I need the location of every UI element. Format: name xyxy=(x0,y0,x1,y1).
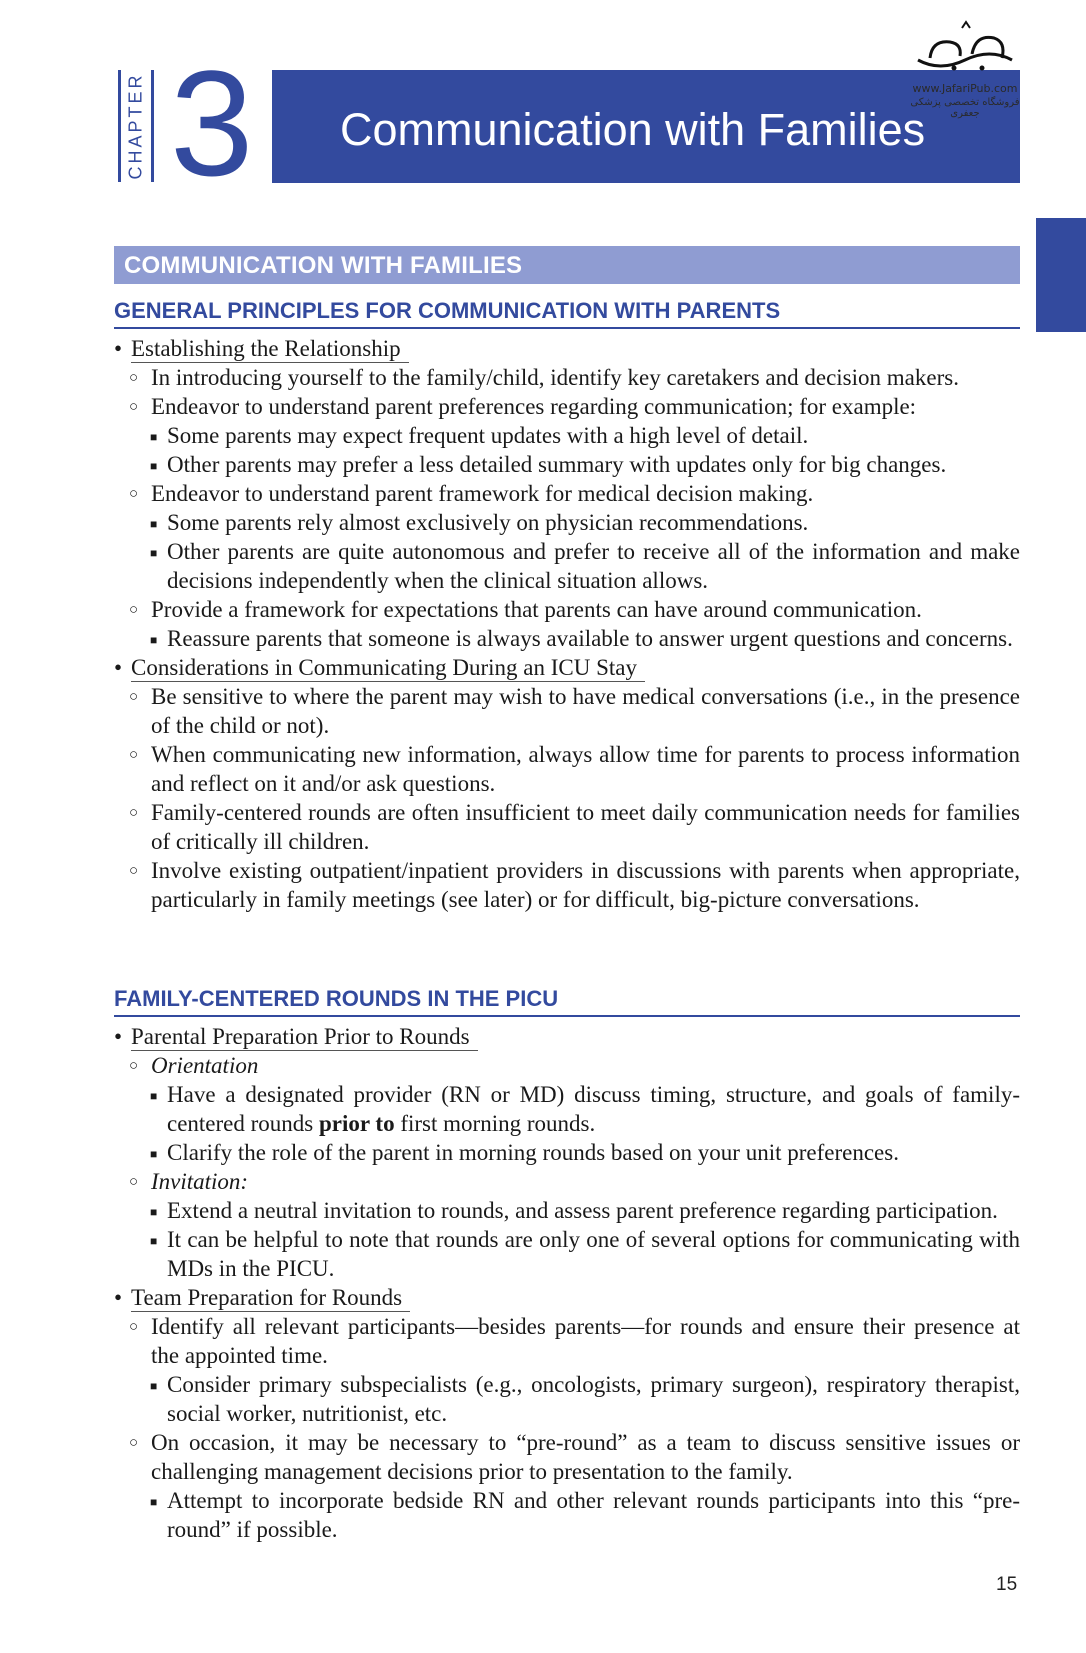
publisher-logo-icon xyxy=(910,20,1020,80)
section-bar xyxy=(114,246,1020,284)
list-item: ■ Extend a neutral invitation to rounds, and assess parent preference regarding participation. xyxy=(114,1196,1020,1225)
list-item: ■ Some parents rely almost exclusively on physician recommendations. xyxy=(114,508,1020,537)
list-item: ○ Identify all relevant participants—besides parents—for rounds and ensure their presence at the appointed time. xyxy=(114,1312,1020,1370)
chapter-title: Communication with Families xyxy=(340,104,926,155)
chapter-label: CHAPTER xyxy=(118,70,154,182)
topic-title: Considerations in Communicating During an ICU Stay xyxy=(131,654,645,682)
list-item xyxy=(114,1022,1020,1051)
list-item xyxy=(114,653,1020,682)
list-item: ○ When communicating new information, always allow time for parents to process information and reflect on it and/or ask questions. xyxy=(114,740,1020,798)
publisher-watermark xyxy=(895,20,1035,124)
list-item xyxy=(114,1051,1020,1080)
emphasis-text: prior to xyxy=(319,1111,395,1136)
list-item xyxy=(114,1283,1020,1312)
list-item: ○ Provide a framework for expectations that parents can have around communication. xyxy=(114,595,1020,624)
list-item: ■ Other parents are quite autonomous and prefer to receive all of the information and make decisions independently when the clinical situation allows. xyxy=(114,537,1020,595)
topic-title: Parental Preparation Prior to Rounds xyxy=(131,1023,478,1051)
chapter-side-tab xyxy=(1036,218,1086,332)
topic-title: Team Preparation for Rounds xyxy=(131,1284,410,1312)
watermark-text: فروشگاه تخصصی پزشکی جعفری xyxy=(910,97,1020,119)
list-item: ■ Have a designated provider (RN or MD) discuss timing, structure, and goals of family-centered rounds prior to first morning rounds. xyxy=(114,1080,1020,1138)
list-item xyxy=(114,1167,1020,1196)
list-item: ○ Endeavor to understand parent framework for medical decision making. xyxy=(114,479,1020,508)
orientation-label: Orientation xyxy=(151,1053,259,1078)
list-item: ■ Consider primary subspecialists (e.g., oncologists, primary surgeon), respiratory therapist, social worker, nutritionist, etc. xyxy=(114,1370,1020,1428)
list-item: ■ Reassure parents that someone is always available to answer urgent questions and concerns. xyxy=(114,624,1020,653)
list-item: ○ In introducing yourself to the family/child, identify key caretakers and decision makers. xyxy=(114,363,1020,392)
topic-title: Establishing the Relationship xyxy=(131,335,409,363)
general-principles-list xyxy=(114,334,1020,914)
family-rounds-list xyxy=(114,1022,1020,1544)
list-item: ○ On occasion, it may be necessary to “pre-round” as a team to discuss sensitive issues or challenging management decisions prior to presentation to the family. xyxy=(114,1428,1020,1486)
invitation-label: Invitation: xyxy=(151,1169,249,1194)
watermark-url: www.JafariPub.com xyxy=(912,82,1018,95)
page-number: 15 xyxy=(996,1574,1018,1595)
list-item: ■ Other parents may prefer a less detailed summary with updates only for big changes. xyxy=(114,450,1020,479)
list-item: ■ Clarify the role of the parent in morning rounds based on your unit preferences. xyxy=(114,1138,1020,1167)
list-item: ○ Family-centered rounds are often insufficient to meet daily communication needs for families of critically ill children. xyxy=(114,798,1020,856)
general-principles-heading: GENERAL PRINCIPLES FOR COMMUNICATION WITH PARENTS xyxy=(114,298,1020,329)
list-item xyxy=(114,334,1020,363)
list-item: ■ Attempt to incorporate bedside RN and other relevant rounds participants into this “pre-round” if possible. xyxy=(114,1486,1020,1544)
list-item: ○ Be sensitive to where the parent may wish to have medical conversations (i.e., in the presence of the child or not). xyxy=(114,682,1020,740)
chapter-number: 3 xyxy=(170,39,254,207)
list-item: ○ Endeavor to understand parent preferences regarding communication; for example: xyxy=(114,392,1020,421)
list-item: ○ Involve existing outpatient/inpatient providers in discussions with parents when appropriate, particularly in family meetings (see later) or for difficult, big-picture conversations. xyxy=(114,856,1020,914)
list-item: ■ Some parents may expect frequent updates with a high level of detail. xyxy=(114,421,1020,450)
family-rounds-heading: FAMILY-CENTERED ROUNDS IN THE PICU xyxy=(114,986,1020,1017)
list-item: ■ It can be helpful to note that rounds are only one of several options for communicating with MDs in the PICU. xyxy=(114,1225,1020,1283)
section-title: COMMUNICATION WITH FAMILIES xyxy=(124,252,523,279)
